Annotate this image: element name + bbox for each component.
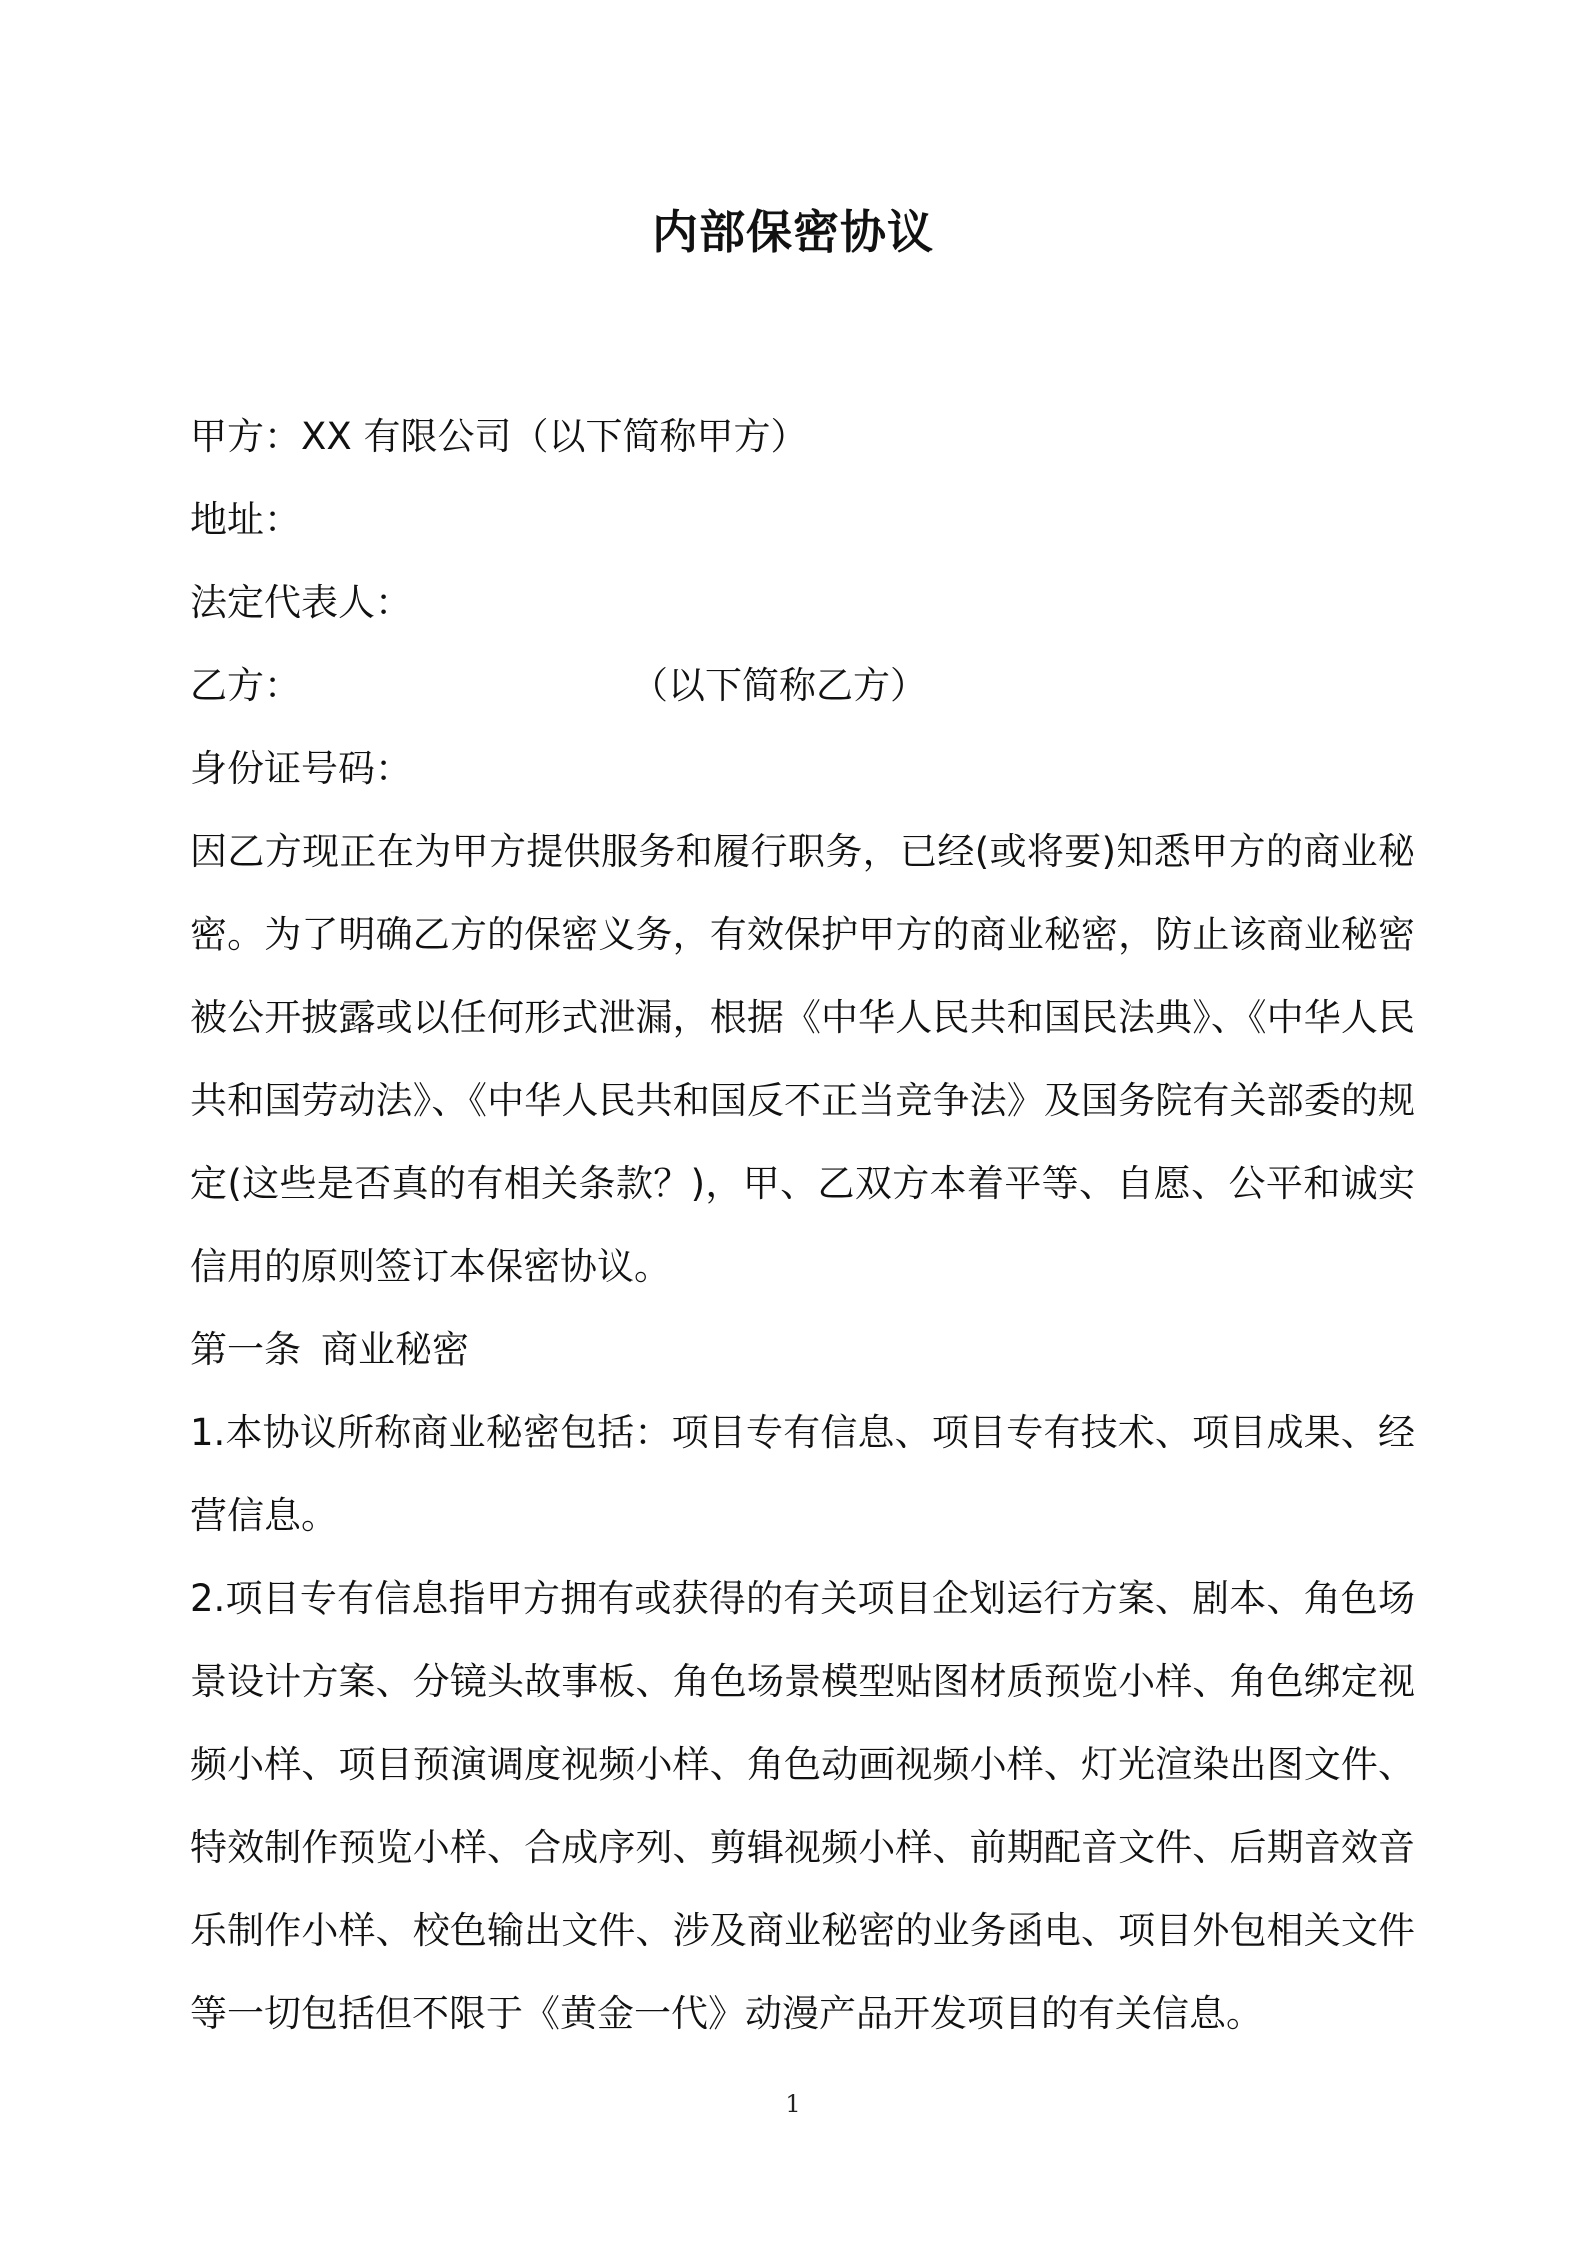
party-b-label: 乙方： [190,664,301,707]
document-title: 内部保密协议 [652,205,934,259]
clause-2-paragraph: 2.项目专有信息指甲方拥有或获得的有关项目企划运行方案、剧本、角色场景设计方案、分镜头故事板、角色场景模型贴图材质预览小样、角色绑定视频小样、项目预演调度视频小样、角色动画视频小样、灯光渲染出图文件、特效制作预览小样、合成序列、剪辑视频小样、前期配音文件、后期音效音乐制作小样、校色输出文件、涉及商业秘密的业务函电、项目外包相关文件等一切包括但不限于《黄金一代》动漫产品开发项目的有关信息。 [190,1577,1415,2035]
id-number-line: 身份证号码： [190,747,412,790]
address-line: 地址： [190,498,301,541]
clause-1-paragraph: 1.本协议所称商业秘密包括：项目专有信息、项目专有技术、项目成果、经营信息。 [190,1411,1415,1537]
article-1-heading [190,1308,1415,1391]
document-body [190,395,1415,2055]
page-number: 1 [785,2090,801,2118]
legal-rep-line: 法定代表人： [190,581,412,624]
preamble-paragraph: 因乙方现正在为甲方提供服务和履行职务，已经(或将要)知悉甲方的商业秘密。为了明确乙方的保密义务，有效保护甲方的商业秘密，防止该商业秘密被公开披露或以任何形式泄漏，根据《中华人民共和国民法典》、《中华人民共和国劳动法》、《中华人民共和国反不正当竞争法》及国务院有关部委的规定(这些是否真的有相关条款？)，甲、乙双方本着平等、自愿、公平和诚实信用的原则签订本保密协议。 [190,830,1415,1288]
party-b-line [190,644,1415,727]
party-a-line: 甲方：XX 有限公司（以下简称甲方） [190,415,808,458]
article-1-number: 第一条 [190,1328,301,1371]
article-1-title: 商业秘密 [321,1328,469,1371]
party-b-suffix: （以下简称乙方） [631,664,927,707]
